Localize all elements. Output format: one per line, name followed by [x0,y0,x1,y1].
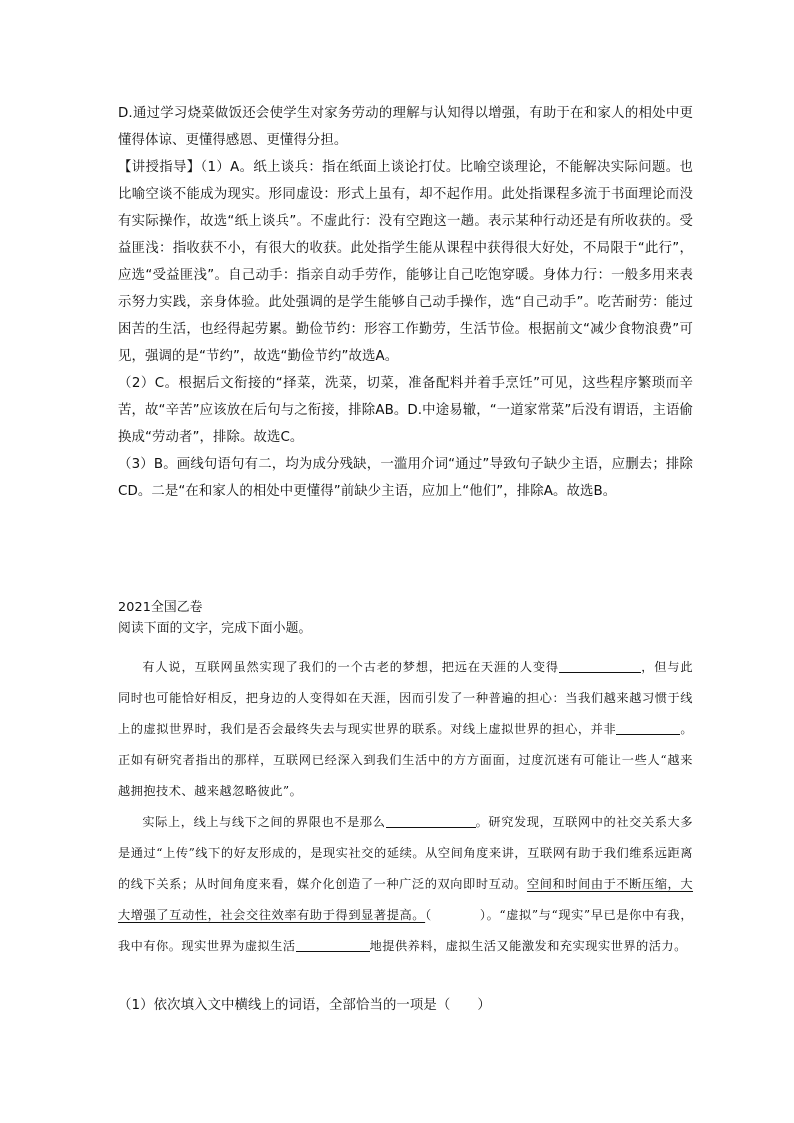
fill-blank-1[interactable] [559,660,641,673]
reading-passage [118,652,693,962]
explanation-section [118,100,693,505]
passage-p2-part-a: 实际上，线上与线下之间的界限也不是那么 [142,815,386,829]
passage-p2-part-d: ）。“虚拟”与“现实”早已是你中有我，我中有你。现实世界为虚拟生活 [118,908,694,953]
passage-paragraph-2 [118,807,693,962]
passage-p2-part-e: 地提供养料，虚拟生活又能激发和充实现实世界的活力。 [369,939,687,953]
paren-open: （ [425,908,432,922]
fill-blank-2[interactable] [616,722,680,735]
fill-blank-4[interactable] [296,939,370,952]
question-section [118,992,693,1019]
guide-3-text: （3）B。画线句语句有二，均为成分残缺，一滥用介词“通过”导致句子缺少主语，应删去；排除CD。二是“在和家人的相处中更懂得”前缺少主语，应加上“他们”，排除A。故选B。 [118,457,693,499]
question-1: （1）依次填入文中横线上的词语，全部恰当的一项是（ ） [118,998,491,1013]
passage-paragraph-1 [118,652,693,807]
fill-blank-3[interactable] [386,815,476,828]
underlined-sentence: 空间和时间由于不断压缩，大大增强了互动性，社会交往效率有助于得到显著提高。 [118,877,694,922]
guide-2-text: （2）C。根据后文衔接的“择菜，洗菜，切菜，准备配料并着手烹饪”可见，这些程序繁琐而辛苦，故“辛苦”应该放在后句与之衔接，排除AB。D.中途易辙，“一道家常菜”后没有谓语，主语偷换成“劳动者”，排除。故选C。 [118,376,693,445]
passage-p1-part-b: ，但与此同时也可能恰好相反，把身边的人变得如在天涯，因而引发了一种普遍的担心：当我们越来越习惯于线上的虚拟世界时，我们是否会最终失去与现实世界的联系。对线上虚拟世界的担心，并非 [118,660,694,736]
guide-1-text: 【讲授指导】（1）A。纸上谈兵：指在纸面上谈论打仗。比喻空谈理论，不能解决实际问题。也比喻空谈不能成为现实。形同虚设：形式上虽有，却不起作用。此处指课程多流于书面理论而没有实际操作，故选“纸上谈兵”。不虚此行：没有空跑这一趟。表示某种行动还是有所收获的。受益匪浅：指收获不小，有很大的收获。此处指学生能从课程中获得很大好处，不局限于“此行”，应选“受益匪浅”。自己动手：指亲自动手劳作，能够让自己吃饱穿暖。身体力行：一般多用来表示努力实践，亲身体验。此处强调的是学生能够自己动手操作，选“自己动手”。吃苦耐劳：能过困苦的生活，也经得起劳累。勤俭节约：形容工作勤劳，生活节俭。根据前文“减少食物浪费”可见，强调的是“节约”，故选“勤俭节约”故选A。 [118,160,693,364]
option-d-text: D.通过学习烧菜做饭还会使学生对家务劳动的理解与认知得以增强，有助于在和家人的相处中更懂得体谅、更懂得感恩、更懂得分担。 [118,106,693,148]
section-title: 2021全国乙卷 [118,600,203,615]
passage-p2-part-b: 。研究发现，互联网中的社交关系大多是通过“上传”线下的好友形成的，是现实社交的延续。从空间角度来讲，互联网有助于我们维系远距离的线下关系；从时间角度来看，媒介化创造了一种广泛的双向即时互动。 [118,815,694,891]
section-instruction: 阅读下面的文字，完成下面小题。 [118,621,312,636]
section-header [118,597,693,639]
passage-p1-part-a: 有人说，互联网虽然实现了我们的一个古老的梦想，把远在天涯的人变得 [142,660,559,674]
passage-p1-part-c: 。正如有研究者指出的那样，互联网已经深入到我们生活中的方方面面，过度沉迷有可能让一些人“越来越拥抱技术、越来越忽略彼此”。 [118,722,694,798]
